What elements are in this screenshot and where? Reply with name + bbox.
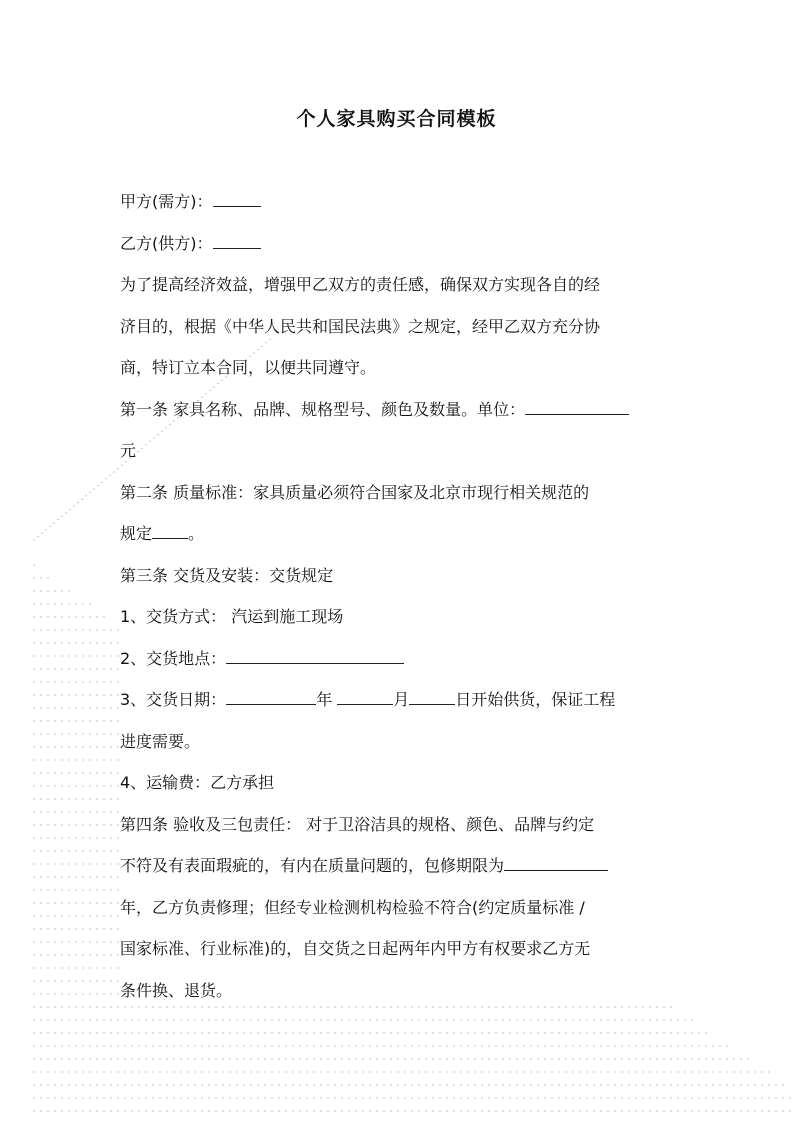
- line-text: 第一条 家具名称、品牌、规格型号、颜色及数量。单位：: [120, 400, 526, 419]
- line-text: 年: [316, 690, 338, 709]
- fill-in-blank: [226, 649, 404, 664]
- line-text: 月: [393, 690, 410, 709]
- contract-line: [120, 649, 404, 669]
- contract-line: [120, 192, 261, 212]
- fill-in-blank: [226, 690, 316, 705]
- contract-line: [120, 524, 204, 544]
- line-text: 日开始供货，保证工程: [455, 690, 616, 709]
- fill-in-blank: [525, 400, 629, 415]
- fill-in-blank: [152, 524, 188, 539]
- contract-line: [120, 732, 200, 752]
- line-text: 年，乙方负责修理；但经专业检测机构检验不符合(约定质量标准 /: [120, 898, 585, 917]
- fill-in-blank: [213, 192, 261, 207]
- line-text: 。: [188, 524, 205, 543]
- contract-line: [120, 483, 589, 503]
- contract-line: [120, 690, 615, 710]
- contract-line: [120, 856, 608, 876]
- contract-line: [120, 317, 600, 337]
- line-text: 进度需要。: [120, 732, 201, 751]
- line-text: 条件换、退货。: [120, 981, 233, 1000]
- line-text: 3、交货日期：: [120, 690, 227, 709]
- line-text: 规定: [120, 524, 153, 543]
- contract-line: [120, 773, 274, 793]
- line-text: 1、交货方式： 汽运到施工现场: [120, 607, 344, 626]
- line-text: 2、交货地点：: [120, 649, 227, 668]
- line-text: 不符及有表面瑕疵的，有内在质量问题的，包修期限为: [120, 856, 505, 875]
- fill-in-blank: [409, 690, 455, 705]
- line-text: 第四条 验收及三包责任： 对于卫浴洁具的规格、颜色、品牌与约定: [120, 815, 595, 834]
- contract-line: [120, 566, 333, 586]
- contract-line: [120, 275, 600, 295]
- contract-line: [120, 898, 585, 918]
- line-text: 4、运输费：乙方承担: [120, 773, 275, 792]
- contract-line: [120, 607, 343, 627]
- line-text: 元: [120, 441, 137, 460]
- contract-line: [120, 939, 590, 959]
- line-text: 第三条 交货及安装：交货规定: [120, 566, 334, 585]
- contract-line: [120, 441, 136, 461]
- contract-line: [120, 815, 594, 835]
- line-text: 甲方(需方)：: [120, 192, 213, 211]
- fill-in-blank: [213, 234, 261, 249]
- contract-line: [120, 358, 376, 378]
- line-text: 商，特订立本合同，以便共同遵守。: [120, 358, 377, 377]
- page-title: 个人家具购买合同模板: [296, 108, 497, 130]
- line-text: 为了提高经济效益，增强甲乙双方的责任感，确保双方实现各自的经: [120, 275, 601, 294]
- contract-line: [120, 981, 232, 1001]
- fill-in-blank: [504, 856, 608, 871]
- line-text: 第二条 质量标准：家具质量必须符合国家及北京市现行相关规范的: [120, 483, 590, 502]
- contract-line: [120, 400, 629, 420]
- line-text: 济目的，根据《中华人民共和国民法典》之规定，经甲乙双方充分协: [120, 317, 601, 336]
- line-text: 国家标准、行业标准)的，自交货之日起两年内甲方有权要求乙方无: [120, 939, 591, 958]
- line-text: 乙方(供方)：: [120, 234, 213, 253]
- contract-line: [120, 234, 261, 254]
- fill-in-blank: [337, 690, 393, 705]
